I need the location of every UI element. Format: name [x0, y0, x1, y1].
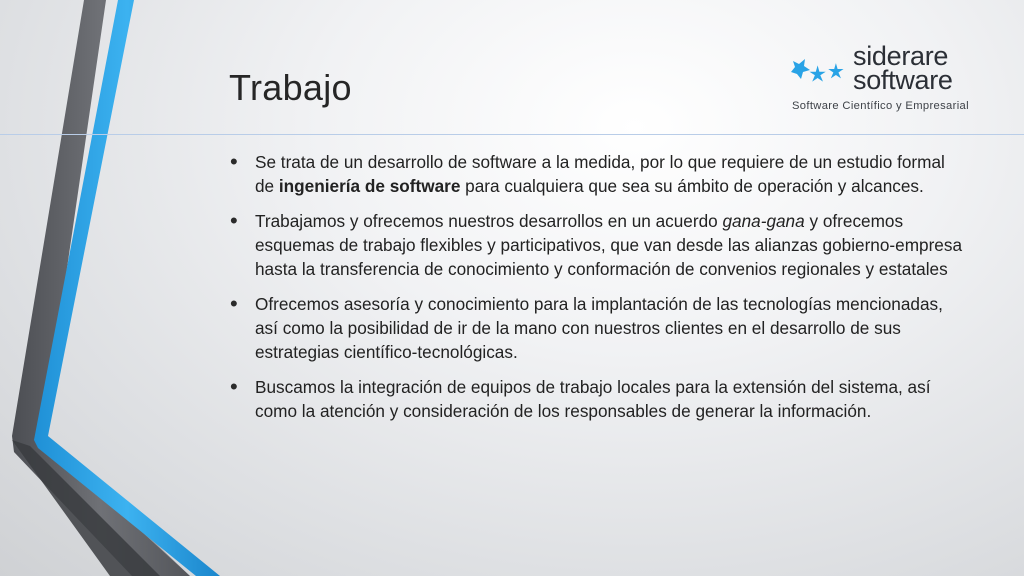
- bullet-text-part: para cualquiera que sea su ámbito de operación y alcances.: [460, 176, 924, 196]
- title-divider: [0, 134, 1024, 135]
- company-logo: [783, 41, 983, 118]
- bullet-item: [230, 292, 965, 364]
- bullet-dot-icon: •: [230, 149, 238, 174]
- logo-tagline: Software Científico y Empresarial: [792, 100, 969, 112]
- bullet-dot-icon: •: [230, 291, 238, 316]
- bullet-bold-text: ingeniería de software: [278, 176, 461, 196]
- bullet-dot-icon: •: [230, 374, 238, 399]
- bullet-list: [230, 150, 965, 434]
- logo-wordmark: [853, 41, 953, 95]
- bullet-text-part: Se trata de un desarrollo de software a la medida, por lo que requiere de un estudio formal de: [255, 152, 945, 196]
- bullet-text: Buscamos la integración de equipos de trabajo locales para la extensión del sistema, así como la atención y consideración de los responsables de generar la información.: [255, 377, 931, 421]
- bullet-item: [230, 209, 965, 281]
- logo-name-line2: software: [853, 65, 953, 95]
- bullet-text-part: Trabajamos y ofrecemos nuestros desarrollos en un acuerdo: [255, 211, 723, 231]
- bullet-text: Ofrecemos asesoría y conocimiento para la implantación de las tecnologías mencionadas, así como la posibilidad de ir de la mano con nuestros clientes en el desarrollo de sus estrategias científico-tecnológicas.: [255, 294, 943, 362]
- bullet-italic-text: gana-gana: [722, 211, 805, 231]
- logo-name-line1: siderare: [853, 41, 949, 71]
- bullet-text-part: y ofrecemos esquemas de trabajo flexibles y participativos, que van desde las alianzas gobierno-empresa hasta la transferencia de conocimiento y conformación de convenios regionales y estatales: [255, 211, 963, 279]
- bullet-item: [230, 150, 965, 198]
- bullet-dot-icon: •: [230, 208, 238, 233]
- bullet-item: [230, 375, 965, 423]
- three-stars-icon: [783, 52, 851, 96]
- stripe-dark-lower: [12, 440, 160, 576]
- slide-title: Trabajo: [229, 67, 352, 108]
